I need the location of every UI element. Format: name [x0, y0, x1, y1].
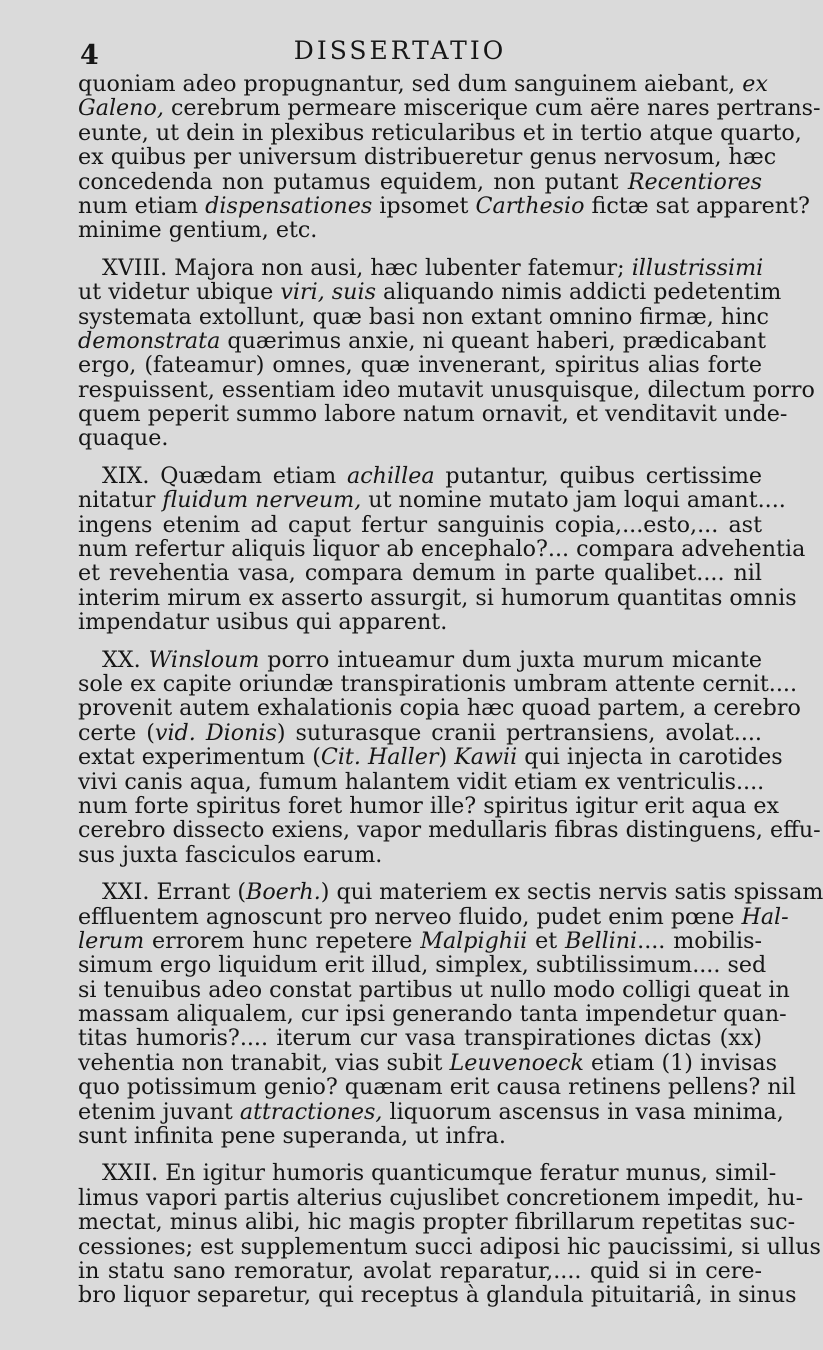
text-line: [78, 1209, 796, 1236]
text-run: bro liquor separetur, qui receptus à glandula pituitariâ, in sinus: [78, 1282, 797, 1309]
italic-run: Recentiores: [627, 168, 762, 195]
italic-run: lerum: [78, 927, 145, 954]
text-run: sunt infinita pene superanda, ut infra.: [78, 1123, 506, 1150]
italic-run: illustrissimi: [631, 254, 764, 281]
text-line: [78, 303, 769, 330]
text-run: limus vapori partis alterius cujuslibet concretionem impedit, hu-: [78, 1184, 804, 1211]
text-run: etenim juvant: [78, 1098, 240, 1125]
italic-run: Boerh.: [246, 879, 321, 906]
text-run: sus juxta fasciculos earum.: [78, 841, 383, 868]
text-run: quo potissimum genio? quænam erit causa retinens pellens? nil: [78, 1074, 796, 1101]
text-run: liquorum ascensus in vasa minima,: [382, 1098, 784, 1125]
text-line: [78, 71, 768, 97]
text-line: [78, 952, 767, 979]
text-run: effluentem agnoscunt pro nerveo fluido, pudet enim pœne: [78, 903, 742, 930]
text-line: [78, 1026, 762, 1050]
text-line: [78, 1049, 777, 1076]
text-line: [78, 1001, 787, 1028]
text-line: [78, 144, 777, 171]
text-run: aliquando nimis addicti pedetentim: [375, 279, 782, 306]
text-run: ex quibus per universum distribueretur genus nervosum, hæc: [78, 144, 777, 171]
italic-run: dispensationes: [205, 192, 373, 219]
text-run: et revehentia vasa, compara demum in parte qualibet.... nil: [78, 560, 762, 587]
italic-run: Malpighii: [420, 927, 528, 954]
text-line: [78, 464, 762, 488]
text-run: minime gentium, etc.: [78, 217, 318, 244]
italic-run: Carthesio: [475, 192, 585, 219]
text-run: respuissent, essentiam ideo mutavit unusquisque, dilectum porro: [78, 376, 815, 403]
italic-run: Kawii: [454, 744, 518, 771]
text-run: concedenda non putamus equidem, non putant: [78, 168, 628, 195]
text-line: [78, 1074, 796, 1101]
text-line: [78, 256, 762, 280]
text-run: ergo, (fateamur) omnes, quæ invenerant, spiritus alias forte: [78, 352, 762, 379]
text-line: [78, 95, 821, 122]
text-line: [78, 610, 762, 634]
paragraph: [78, 254, 815, 452]
italic-run: fluidum nerveum,: [162, 487, 362, 514]
text-line: [78, 561, 762, 585]
text-run: quem peperit summo labore natum ornavit, et venditavit unde-: [78, 401, 788, 428]
running-title: DISSERTATIO: [293, 36, 507, 65]
italic-run: Hal-: [741, 903, 789, 930]
italic-run: Cit. Haller: [320, 744, 439, 771]
text-run: ut videtur ubique: [78, 279, 281, 306]
text-line: [78, 353, 762, 377]
text-line: [78, 192, 810, 219]
paragraph: [78, 1160, 821, 1309]
text-run: sole ex capite oriundæ transpirationis umbram attente cernit....: [78, 670, 797, 697]
italic-run: Galeno,: [78, 95, 164, 122]
text-run: in statu sano remoratur, avolat reparatur,.... quid si in cere-: [78, 1257, 762, 1284]
italic-run: Bellini: [565, 927, 638, 954]
text-run: cerebro dissecto exiens, vapor medullaris fibras distinguens, effu-: [78, 817, 821, 844]
page-number: 4: [80, 40, 99, 71]
italic-run: Leuvenoeck: [449, 1049, 584, 1076]
text-run: certe (: [78, 719, 155, 746]
text-line: [78, 670, 797, 697]
text-run: ingens etenim ad caput fertur sanguinis copia,...esto,... ast: [78, 511, 762, 538]
text-run: systemata extollunt, quæ basi non extant omnino firmæ, hinc: [78, 303, 769, 330]
text-line: [78, 401, 788, 428]
italic-run: attractiones,: [239, 1098, 383, 1125]
italic-run: Winsloum: [148, 646, 260, 673]
text-run: si tenuibus adeo constat partibus ut nullo modo colligi queat in: [78, 976, 790, 1003]
text-line: [78, 792, 779, 819]
text-run: fictæ sat apparent?: [584, 192, 810, 219]
text-line: [78, 1184, 804, 1211]
text-run: quærimus anxie, ni queant haberi, prædicabant: [220, 327, 767, 354]
text-run: ut nomine mutato jam loqui amant....: [361, 487, 786, 514]
text-run: .... mobilis-: [637, 927, 762, 954]
italic-run: vid. Dionis: [154, 719, 277, 746]
text-run: mectat, minus alibi, hic magis propter fibrillarum repetitas suc-: [78, 1209, 796, 1236]
text-line: [78, 426, 762, 450]
text-line: [78, 1124, 762, 1148]
text-run: nitatur: [78, 487, 163, 514]
text-run: num forte spiritus foret humor ille? spiritus igitur erit aqua ex: [78, 792, 779, 819]
text-run: cerebrum permeare miscerique cum aëre nares pertrans-: [163, 95, 821, 122]
paragraph: [78, 462, 806, 636]
text-run: etiam (1) invisas: [583, 1049, 777, 1076]
text-run: porro intueamur dum juxta murum micante: [259, 646, 762, 673]
text-run: extat experimentum (: [78, 744, 321, 771]
text-run: num etiam: [78, 192, 206, 219]
text-line: [78, 513, 762, 537]
text-run: simum ergo liquidum erit illud, simplex, subtilissimum.... sed: [78, 952, 767, 979]
text-run: massam aliqualem, cur ipsi generando tanta impendetur quan-: [78, 1001, 787, 1028]
text-line: [78, 768, 765, 795]
text-run: provenit autem exhalationis copia hæc quoad partem, a cerebro: [78, 695, 801, 722]
text-run: XXI. Errant (: [102, 879, 247, 906]
paragraph: [78, 646, 821, 868]
text-line: [78, 279, 782, 306]
text-run: interim mirum ex asserto assurgit, si humorum quantitas omnis: [78, 584, 797, 611]
italic-run: demonstrata: [78, 327, 221, 354]
italic-run: achillea: [347, 462, 435, 489]
text-run: XIX. Quædam etiam: [102, 462, 347, 489]
text-line: [78, 695, 801, 722]
text-run: quaque.: [78, 425, 169, 452]
text-line: [78, 929, 762, 953]
text-line: [78, 843, 762, 867]
paragraph: [78, 879, 823, 1150]
text-run: vehentia non tranabit, vias subit: [78, 1049, 450, 1076]
text-line: [78, 721, 762, 745]
text-line: [78, 218, 762, 242]
text-line: [78, 903, 789, 930]
text-run: impendatur usibus qui apparent.: [78, 609, 448, 636]
text-line: [78, 648, 762, 672]
text-line: [78, 376, 815, 403]
paragraph: [78, 71, 821, 244]
text-run: vivi canis aqua, fumum halantem vidit etiam ex ventriculis....: [78, 768, 765, 795]
text-line: [78, 119, 802, 146]
text-run: ) suturasque cranii pertransiens, avolat....: [276, 719, 762, 746]
text-line: [78, 1160, 777, 1187]
text-run: eunte, ut dein in plexibus reticularibus et in tertio atque quarto,: [78, 119, 802, 146]
italic-run: viri, suis: [280, 279, 376, 306]
text-line: [78, 1233, 821, 1260]
text-run: titas humoris?.... iterum cur vasa transpirationes dictas (xx): [78, 1025, 762, 1052]
text-line: [78, 170, 762, 194]
text-run: ) qui materiem ex sectis nervis satis spissam: [320, 879, 823, 906]
italic-run: ex: [742, 71, 768, 97]
text-line: [78, 744, 783, 771]
body-text: [78, 71, 823, 1321]
text-line: [78, 536, 806, 563]
text-run: et: [527, 927, 566, 954]
text-run: XVIII. Majora non ausi, hæc lubenter fatemur;: [102, 254, 632, 281]
text-line: [78, 879, 823, 906]
text-line: [78, 1098, 784, 1125]
text-line: [78, 1259, 762, 1283]
text-line: [78, 327, 767, 354]
text-run: cessiones; est supplementum succi adiposi hic paucissimi, si ullus: [78, 1233, 821, 1260]
text-run: ): [438, 744, 455, 771]
text-run: num refertur aliquis liquor ab encephalo?... compara advehentia: [78, 536, 806, 563]
text-line: [78, 584, 797, 611]
text-line: [78, 1282, 797, 1309]
text-run: XXII. En igitur humoris quanticumque feratur munus, simil-: [102, 1160, 777, 1187]
text-line: [78, 487, 786, 514]
text-run: putantur, quibus certissime: [434, 462, 762, 489]
text-run: qui injecta in carotides: [517, 744, 783, 771]
text-line: [78, 976, 790, 1003]
text-run: errorem hunc repetere: [144, 927, 421, 954]
text-run: XX.: [102, 646, 149, 673]
text-run: ipsomet: [372, 192, 476, 219]
text-run: quoniam adeo propugnantur, sed dum sanguinem aiebant,: [78, 71, 743, 97]
text-line: [78, 817, 821, 844]
